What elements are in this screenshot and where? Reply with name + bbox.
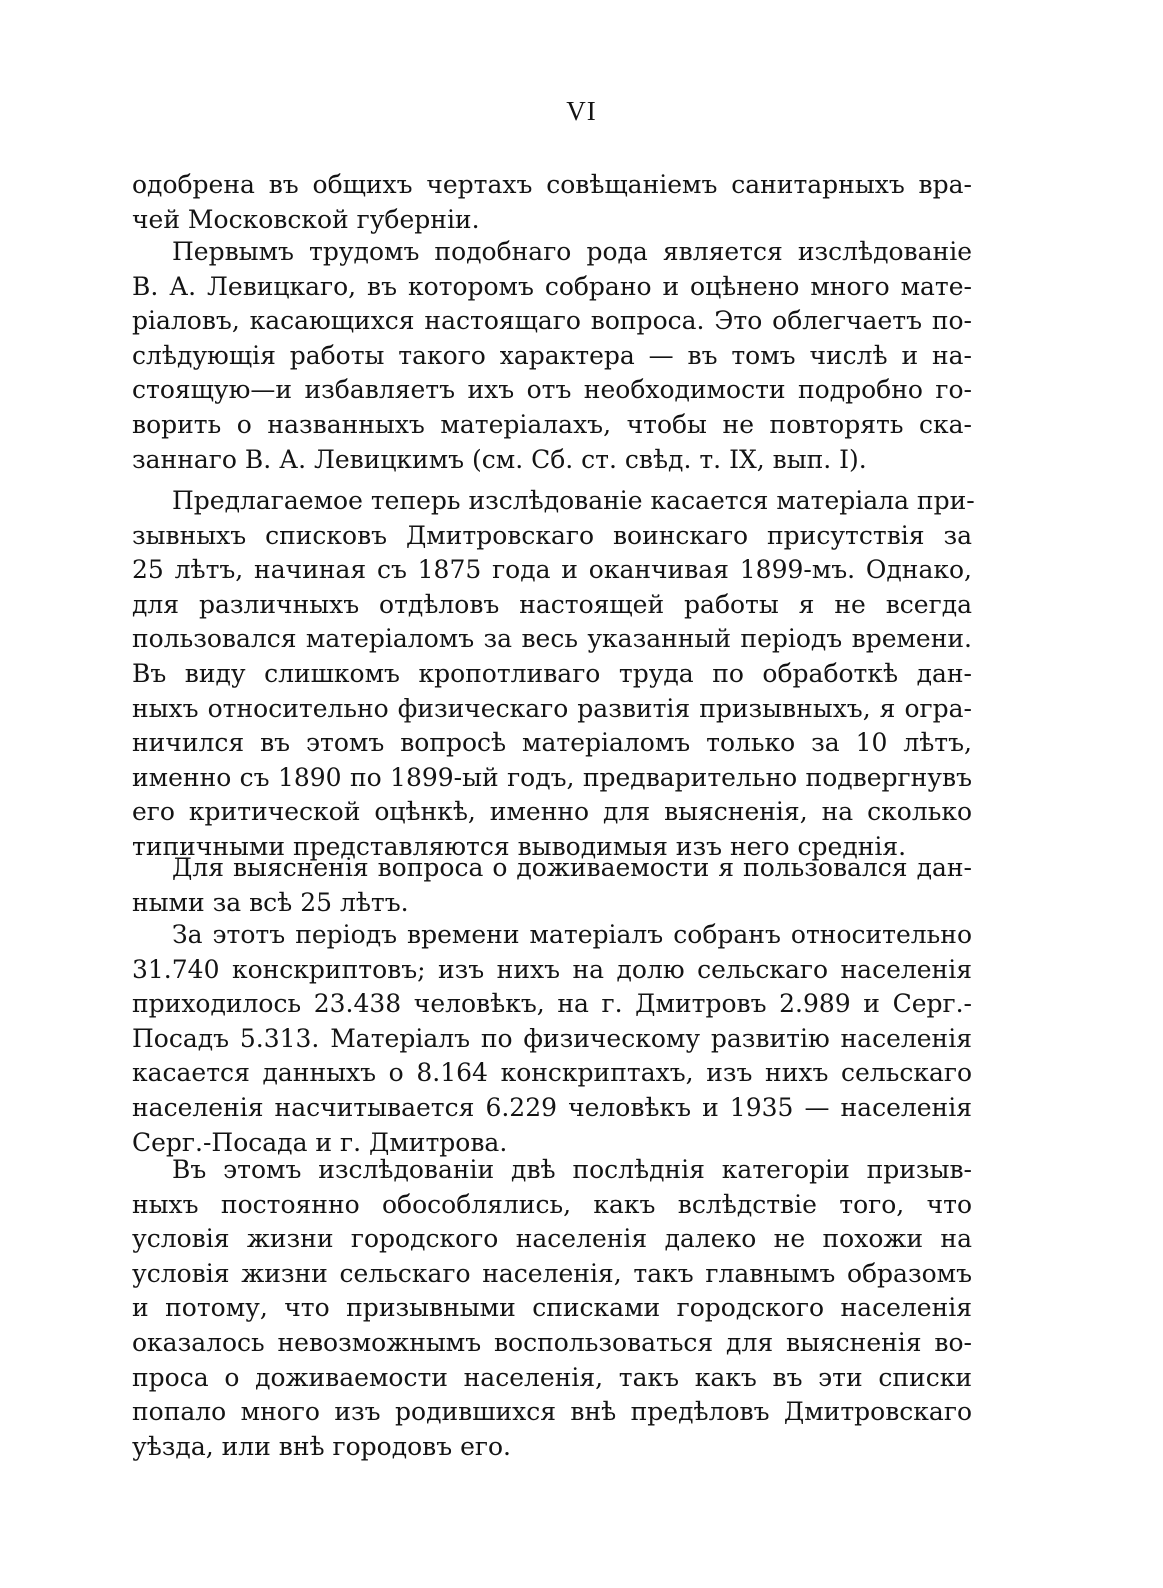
- text-line: условія жизни сельскаго населенія, такъ главнымъ образомъ: [132, 1258, 972, 1288]
- text-line: населенія насчитывается 6.229 человѣкъ и 1935 — населенія: [132, 1092, 972, 1122]
- text-line: ныхъ относительно физическаго развитія призывныхъ, я огра-: [132, 693, 972, 723]
- text-line: Предлагаемое теперь изслѣдованіе касается матеріала при-: [172, 486, 975, 515]
- text-line: условія жизни городского населенія далеко не похожи на: [132, 1224, 972, 1254]
- text-line: заннаго В. А. Левицкимъ (см. Сб. ст. свѣд. т. IX, вып. I).: [132, 444, 867, 474]
- text-line: Въ этомъ изслѣдованіи двѣ послѣднія категоріи призыв-: [172, 1155, 972, 1184]
- text-line: проса о доживаемости населенія, такъ какъ въ эти списки: [132, 1362, 972, 1392]
- text-line: За этотъ періодъ времени матеріалъ собранъ относительно: [172, 920, 972, 949]
- text-line: Серг.-Посада и г. Дмитрова.: [132, 1127, 508, 1157]
- text-line: касается данныхъ о 8.164 конскриптахъ, изъ нихъ сельскаго: [132, 1058, 972, 1088]
- text-line: Первымъ трудомъ подобнаго рода является изслѣдованіе: [172, 237, 972, 266]
- paragraph: [132, 235, 972, 477]
- text-line: Въ виду слишкомъ кропотливаго труда по обработкѣ дан-: [132, 658, 972, 688]
- text-line: Посадъ 5.313. Матеріалъ по физическому развитію населенія: [132, 1023, 972, 1053]
- text-line: попало много изъ родившихся внѣ предѣловъ Дмитровскаго: [132, 1397, 972, 1427]
- paragraph: [132, 1153, 972, 1464]
- text-line: одобрена въ общихъ чертахъ совѣщаніемъ санитарныхъ вра-: [132, 170, 972, 199]
- text-line: ными за всѣ 25 лѣтъ.: [132, 887, 409, 917]
- text-line: 31.740 конскриптовъ; изъ нихъ на долю сельскаго населенія: [132, 954, 972, 984]
- page-number: VI: [566, 96, 597, 126]
- paragraph: [132, 168, 972, 237]
- text-line: стоящую—и избавляетъ ихъ отъ необходимости подробно го-: [132, 375, 972, 405]
- text-line: его критической оцѣнкѣ, именно для выясненія, на сколько: [132, 797, 972, 827]
- text-line: пользовался матеріаломъ за весь указанный періодъ времени.: [132, 624, 972, 654]
- text-line: именно съ 1890 по 1899-ый годъ, предварительно подвергнувъ: [132, 762, 972, 792]
- text-line: для различныхъ отдѣловъ настоящей работы я не всегда: [132, 589, 972, 619]
- text-line: ничился въ этомъ вопросѣ матеріаломъ только за 10 лѣтъ,: [132, 728, 972, 758]
- text-line: 25 лѣтъ, начиная съ 1875 года и оканчивая 1899-мъ. Однако,: [132, 555, 972, 585]
- paragraph: [132, 851, 972, 920]
- text-line: оказалось невозможнымъ воспользоваться для выясненія во-: [132, 1327, 972, 1357]
- text-line: и потому, что призывными списками городского населенія: [132, 1293, 972, 1323]
- text-line: ріаловъ, касающихся настоящаго вопроса. Это облегчаетъ по-: [132, 306, 972, 336]
- text-line: ныхъ постоянно обособлялись, какъ вслѣдствіе того, что: [132, 1189, 972, 1219]
- text-line: В. А. Левицкаго, въ которомъ собрано и оцѣнено много мате-: [132, 271, 972, 301]
- paragraph: [132, 918, 972, 1160]
- text-line: приходилось 23.438 человѣкъ, на г. Дмитровъ 2.989 и Серг.-: [132, 989, 972, 1019]
- text-line: типичными представляются выводимыя изъ него среднія.: [132, 831, 907, 861]
- paragraph: [132, 484, 975, 865]
- text-line: зывныхъ списковъ Дмитровскаго воинскаго присутствія за: [132, 520, 972, 550]
- text-line: слѣдующія работы такого характера — въ томъ числѣ и на-: [132, 340, 972, 370]
- text-line: чей Московской губерніи.: [132, 204, 480, 234]
- text-line: уѣзда, или внѣ городовъ его.: [132, 1431, 511, 1461]
- text-line: Для выясненія вопроса о доживаемости я пользовался дан-: [172, 853, 972, 882]
- text-line: ворить о названныхъ матеріалахъ, чтобы не повторять ска-: [132, 409, 972, 439]
